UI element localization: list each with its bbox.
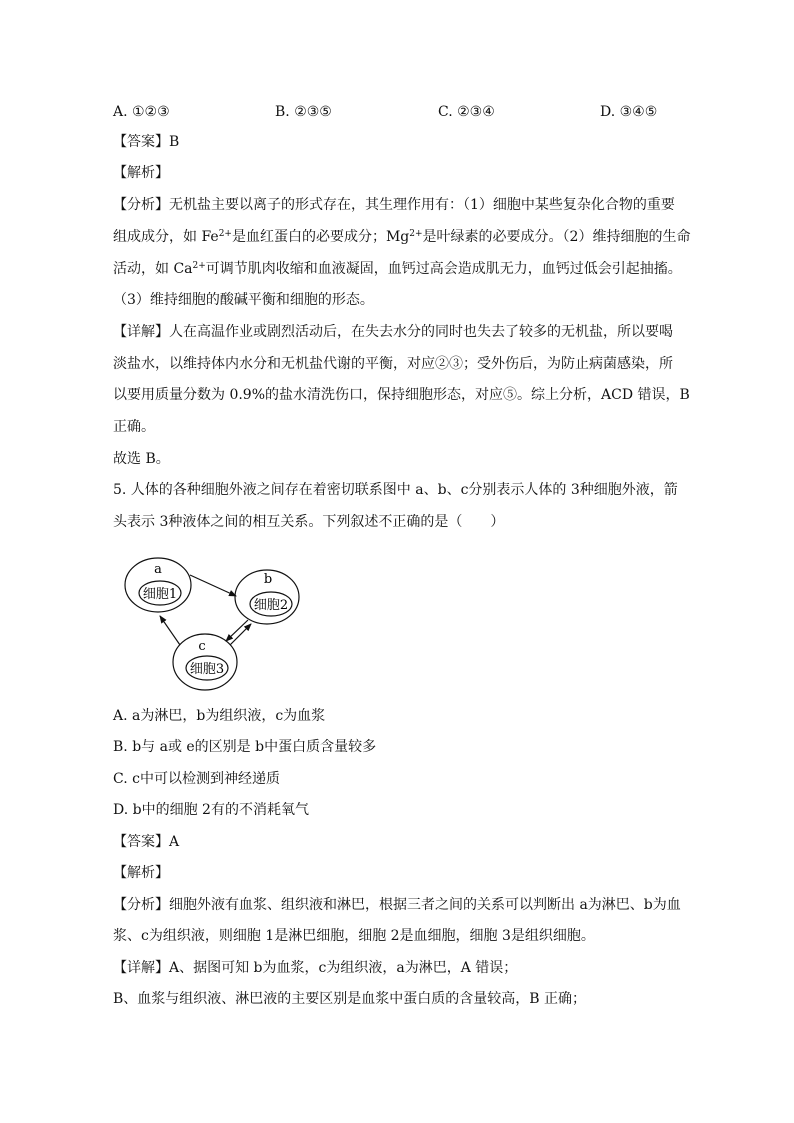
q5-option-c: C. c中可以检测到神经递质: [113, 771, 280, 787]
q4-option-a: A. ①②③: [113, 104, 170, 120]
q5-stem-line-1: 5. 人体的各种细胞外液之间存在着密切联系图中 a、b、c分别表示人体的 3种细胞外液，箭: [113, 482, 678, 498]
node-b: [235, 570, 299, 624]
q5-option-a: A. a为淋巴，b为组织液，c为血浆: [113, 708, 326, 724]
node-c: [173, 634, 237, 690]
node-a: [125, 558, 191, 612]
q4-option-d: D. ③④⑤: [600, 104, 658, 120]
q4-conclusion: 故选 B。: [113, 451, 170, 467]
arrow-c-to-a: [160, 616, 180, 645]
q4-analysis-line-3: 活动，如 $Ca^{2+}$可调节肌肉收缩和血液凝固，血钙过高会造成肌无力，血钙过低会引起抽搐。: [113, 261, 682, 277]
q4-detail-line-2: 淡盐水，以维持体内水分和无机盐代谢的平衡，对应②③；受外伤后，为防止病菌感染，所: [113, 356, 673, 372]
q4-detail-line-4: 正确。: [113, 419, 155, 435]
q5-option-d: D. b中的细胞 2有的不消耗氧气: [113, 802, 309, 818]
q4-answer: 【答案】B: [113, 134, 180, 150]
node-c-cell: 细胞3: [189, 662, 225, 677]
node-b-cell: 细胞2: [253, 598, 289, 613]
node-c-label: c: [198, 639, 206, 654]
q4-option-b: B. ②③⑤: [275, 104, 332, 120]
q4-option-c: C. ②③④: [438, 104, 495, 120]
q5-detail-line-2: B、血浆与组织液、淋巴液的主要区别是血浆中蛋白质的含量较高，B 正确；: [113, 991, 587, 1007]
q5-analysis-line-1: 【分析】细胞外液有血浆、组织液和淋巴，根据三者之间的关系可以判断出 a为淋巴、b为血: [113, 897, 681, 913]
q5-analysis-line-2: 浆、c为组织液，则细胞 1是淋巴细胞，细胞 2是血细胞，细胞 3是组织细胞。: [113, 928, 595, 944]
node-b-label: b: [263, 572, 273, 587]
q4-analysis-line-1: 【分析】无机盐主要以离子的形式存在，其生理作用有：（1）细胞中某些复杂化合物的重要: [113, 197, 675, 213]
q5-stem-line-2: 头表示 3种液体之间的相互关系。下列叙述不正确的是（ ）: [113, 514, 505, 530]
extracellular-fluid-diagram: [120, 552, 310, 692]
arrow-a-to-b: [190, 575, 236, 596]
q5-option-b: B. b与 a或 e的区别是 b中蛋白质含量较多: [113, 739, 377, 755]
node-a-cell: 细胞1: [142, 587, 178, 602]
q5-answer: 【答案】A: [113, 834, 180, 850]
q4-jiexi-heading: 【解析】: [113, 165, 169, 181]
q4-detail-line-3: 以要用质量分数为 0.9%的盐水清洗伤口，保持细胞形态，对应⑤。综上分析，ACD 错误，B: [113, 387, 690, 403]
q4-analysis-line-2: 组成成分，如 $Fe^{2+}$是血红蛋白的必要成分；$Mg^{2+}$是叶绿素的必要成分。（2）维持细胞的生命: [113, 229, 691, 245]
q4-analysis-line-4: （3）维持细胞的酸碱平衡和细胞的形态。: [113, 292, 374, 308]
q5-jiexi-heading: 【解析】: [113, 865, 169, 881]
q5-detail-line-1: 【详解】A、据图可知 b为血浆，c为组织液，a为淋巴，A 错误；: [113, 960, 518, 976]
q4-detail-line-1: 【详解】人在高温作业或剧烈活动后，在失去水分的同时也失去了较多的无机盐，所以要喝: [113, 324, 673, 340]
node-a-label: a: [154, 562, 162, 577]
